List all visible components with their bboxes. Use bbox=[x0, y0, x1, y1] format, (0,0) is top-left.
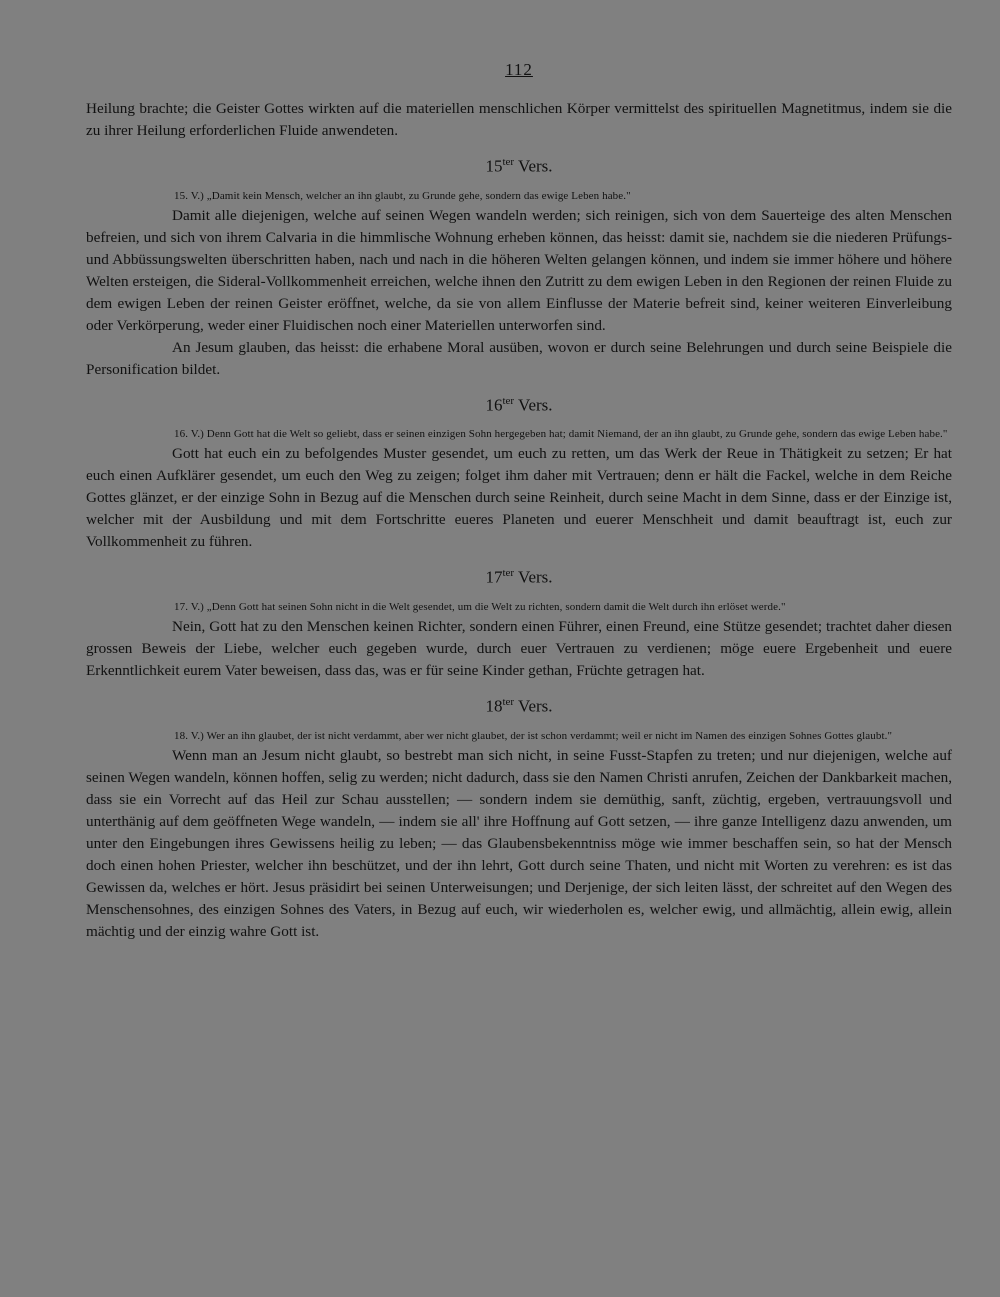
section-title-suffix: ter bbox=[502, 567, 515, 580]
section-title bbox=[86, 567, 952, 588]
paragraph: Nein, Gott hat zu den Menschen keinen Richter, sondern einen Führer, einen Freund, eine Stütze gesendet; trachtet daher diesen grossen Beweis der Liebe, welcher euch gegeben wurde, durch euer Vertrauen zu verdienen; möge euere Ergebenheit und euere Erkenntlichkeit eurem Vater beweisen, dass das, was er für seine Kinder gethan, Früchte getragen hat. bbox=[86, 617, 952, 679]
section-verse-15 bbox=[86, 156, 952, 381]
section-title-word: Vers. bbox=[518, 156, 553, 176]
section-title-word: Vers. bbox=[518, 567, 553, 587]
paragraph: An Jesum glauben, das heisst: die erhabene Moral ausüben, wovon er durch seine Belehrungen und durch seine Beispiele die Personification bildet. bbox=[86, 338, 952, 378]
section-title-suffix: ter bbox=[502, 156, 515, 168]
section-title-word: Vers. bbox=[518, 696, 553, 716]
verse-quote: 18. V.) Wer an ihn glaubet, der ist nicht verdammt, aber wer nicht glaubet, der ist schon verdammt; weil er nicht im Namen des einzigen Sohnes Gottes glaubt." bbox=[174, 729, 893, 742]
section-title bbox=[86, 156, 952, 177]
section-title-number: 16 bbox=[485, 395, 503, 415]
section-title bbox=[86, 696, 952, 717]
section-title-number: 18 bbox=[485, 696, 503, 716]
section-title-word: Vers. bbox=[518, 395, 553, 415]
verse-quote: 17. V.) „Denn Gott hat seinen Sohn nicht in die Welt gesendet, um die Welt zu richten, sondern damit die Welt durch ihn erlöset werde." bbox=[174, 600, 786, 613]
section-title-suffix: ter bbox=[502, 394, 515, 407]
page-number: 112 bbox=[505, 60, 533, 79]
section-verse-18 bbox=[86, 696, 952, 943]
verse-quote: 16. V.) Denn Gott hat die Welt so geliebt, dass er seinen einzigen Sohn hergegeben hat; damit Niemand, der an ihn glaubt, zu Grunde gehe, sondern das ewige Leben habe." bbox=[174, 428, 948, 441]
section-verse-17 bbox=[86, 567, 952, 682]
paragraph: Damit alle diejenigen, welche auf seinen Wegen wandeln werden; sich reinigen, sich von dem Sauerteige des alten Menschen befreien, und sich von ihrem Calvaria in die himmlische Wohnung erheben können, das heisst: damit sie, nachdem sie die niederen Prüfungs- und Abbüssungswelten überschritten haben, nach und nach in die höheren Welten gelangen können, und indem sie immer höhere und höhere Welten ersteigen, die Sideral-Vollkommenheit erreichen, welche ihnen den Zutritt zu dem ewigen Leben in den Regionen der reinen Fluide zu dem ewigen Leben der reinen Geister eröffnet, welche, da sie von allem Einflusse der Materie befreit sind, keiner weiteren Einverleibung oder Verkörperung, weder einer Fluidischen noch einer Materiellen unterworfen sind. bbox=[86, 206, 952, 334]
paragraph: Wenn man an Jesum nicht glaubt, so bestrebt man sich nicht, in seine Fusst-Stapfen zu treten; und nur diejenigen, welche auf seinen Wegen wandeln, können hoffen, selig zu werden; nicht dadurch, dass sie den Namen Christi anrufen, Zeichen der Dankbarkeit machen, dass sie ein Vorrecht auf das Heil zur Schau ausstellen; — sondern indem sie demüthig, sanft, züchtig, ergeben, vertrauungsvoll und unterthänig auf dem geöffneten Wege wandeln, — indem sie all' ihre Hoffnung auf Gott setzen, — ihre ganze Intelligenz dazu anwenden, um unter den Eingebungen ihres Gewissens heilig zu leben; — das Glaubensbekenntniss möge wie immer beschaffen sein, so hat der Mensch doch einen hohen Priester, welcher ihn beschützet, und der ihn lehrt, Gott durch seine Thaten, und nicht mit Worten zu verehren: es ist das Gewissen da, welches er hört. Jesus präsidirt bei seinen Unterweisungen; und Derjenige, der sich leiten lässt, der schreitet auf den Wegen des Menschensohnes, des einzigen Sohnes des Vaters, in Bezug auf euch, wir wiederholen es, welcher ewig, und allmächtig, allein ewig, allein mächtig und der einzig wahre Gott ist. bbox=[86, 746, 952, 940]
section-title-suffix: ter bbox=[502, 695, 515, 708]
section-verse-16 bbox=[86, 395, 952, 554]
section-title bbox=[86, 395, 952, 416]
intro-paragraph: Heilung brachte; die Geister Gottes wirkten auf die materiellen menschlichen Körper vermittelst des spirituellen Magnetitmus, indem sie die zu ihrer Heilung erforderlichen Fluide anwendeten. bbox=[86, 100, 952, 139]
section-title-number: 15 bbox=[485, 156, 503, 176]
verse-quote: 15. V.) „Damit kein Mensch, welcher an ihn glaubt, zu Grunde gehe, sondern das ewige Leben habe." bbox=[174, 189, 631, 202]
document-page bbox=[86, 60, 952, 943]
section-title-number: 17 bbox=[485, 567, 503, 587]
paragraph: Gott hat euch ein zu befolgendes Muster gesendet, um euch zu retten, um das Werk der Reue in Thätigkeit zu setzen; Er hat euch einen Aufklärer gesendet, um euch den Weg zu zeigen; folget ihm daher mit Vertrauen; denn er hält die Fackel, welche in dem Reiche Gottes glänzet, er der einzige Sohn in Bezug auf die Menschen durch seine Reinheit, durch seine Macht in dem Sinne, dass er der Einzige ist, welcher mit der Ausbildung und mit dem Fortschritte eueres Planeten und euerer Menschheit und damit beauftragt ist, euch zur Vollkommenheit zu führen. bbox=[86, 445, 952, 551]
